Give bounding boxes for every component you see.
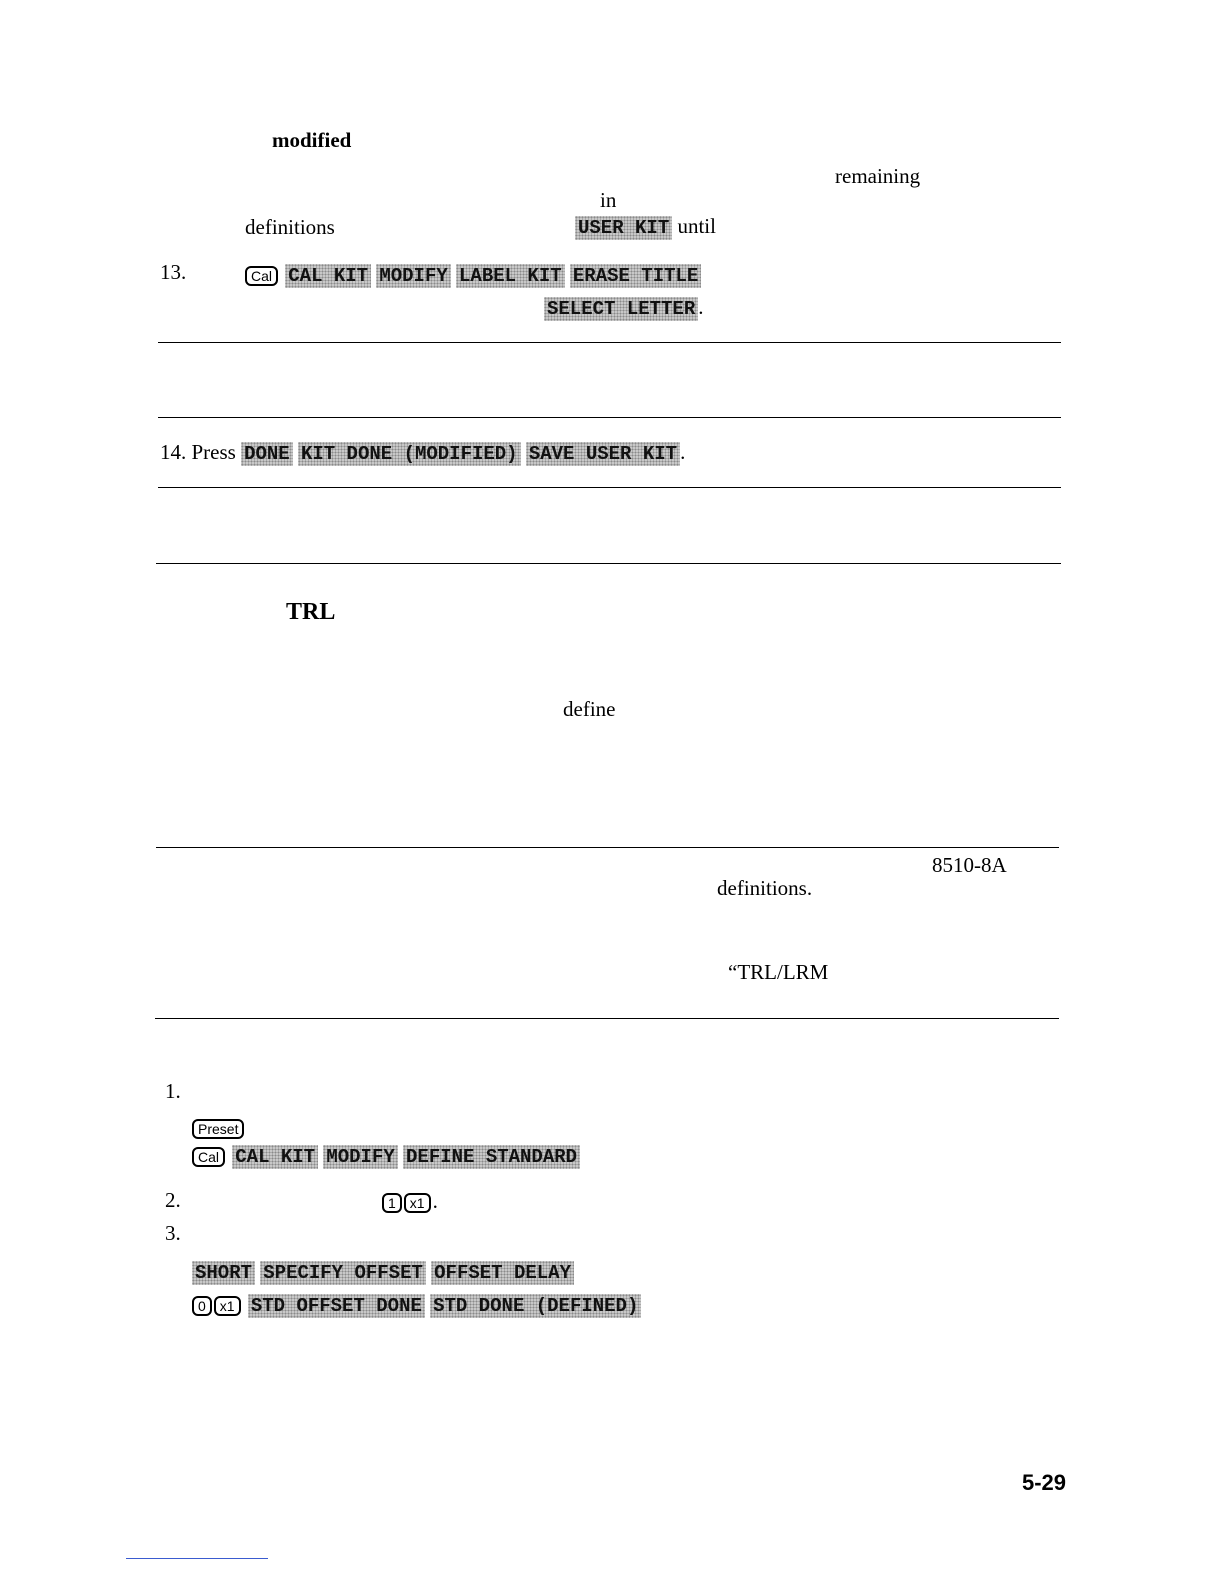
step14-period: . — [680, 440, 686, 464]
softkey-select-letter[interactable]: SELECT LETTER — [544, 297, 698, 321]
word-until: until — [677, 214, 716, 238]
softkey-std-offset-done[interactable]: STD OFFSET DONE — [248, 1294, 425, 1318]
heading-trl: TRL — [286, 599, 336, 625]
softkey-cal-kit-2[interactable]: CAL KIT — [232, 1145, 318, 1169]
note-trl-lrm: “TRL/LRM — [728, 960, 829, 984]
user-kit-line — [575, 214, 716, 240]
rule-6 — [155, 1018, 1059, 1019]
softkey-std-done-defined[interactable]: STD DONE (DEFINED) — [430, 1294, 641, 1318]
softkey-label-kit[interactable]: LABEL KIT — [456, 264, 565, 288]
word-define: define — [563, 697, 616, 721]
rule-5 — [156, 847, 1059, 848]
softkey-done[interactable]: DONE — [241, 442, 293, 466]
rule-3 — [158, 487, 1061, 488]
rule-1 — [158, 342, 1061, 343]
step2-period: . — [432, 1189, 438, 1213]
word-in: in — [600, 188, 617, 212]
step13-number: 13. — [160, 260, 187, 284]
list-step3-number: 3. — [165, 1221, 181, 1245]
note-model: 8510-8A — [932, 853, 1007, 877]
softkey-user-kit[interactable]: USER KIT — [575, 216, 672, 240]
list-step3-keys — [192, 1259, 574, 1285]
softkey-kit-done-modified[interactable]: KIT DONE (MODIFIED) — [298, 442, 521, 466]
softkey-cal-kit[interactable]: CAL KIT — [285, 264, 371, 288]
step13-keys — [245, 262, 701, 288]
word-definitions: definitions — [245, 215, 335, 239]
key-1[interactable]: 1 — [382, 1193, 402, 1213]
footer-line — [126, 1558, 268, 1559]
softkey-erase-title[interactable]: ERASE TITLE — [570, 264, 701, 288]
step13-line2 — [544, 295, 703, 321]
softkey-modify[interactable]: MODIFY — [376, 264, 450, 288]
rule-2 — [158, 417, 1061, 418]
cal-key-2[interactable]: Cal — [192, 1147, 225, 1167]
step14-label: 14. Press — [160, 440, 236, 464]
key-0[interactable]: 0 — [192, 1296, 212, 1316]
list-step2-number: 2. — [165, 1188, 181, 1212]
cal-key[interactable]: Cal — [245, 266, 278, 286]
list-step1-keys — [192, 1143, 580, 1169]
softkey-save-user-kit[interactable]: SAVE USER KIT — [526, 442, 680, 466]
step13-period: . — [698, 295, 704, 319]
key-x1[interactable]: x1 — [404, 1193, 431, 1213]
softkey-modify-2[interactable]: MODIFY — [323, 1145, 397, 1169]
list-step1-preset — [192, 1115, 246, 1139]
page-number: 5-29 — [1022, 1470, 1067, 1495]
softkey-short[interactable]: SHORT — [192, 1261, 255, 1285]
list-step3-keys-2 — [192, 1292, 641, 1318]
list-step2-keys — [382, 1189, 438, 1213]
word-modified: modified — [272, 128, 352, 152]
softkey-offset-delay[interactable]: OFFSET DELAY — [431, 1261, 574, 1285]
key-x1-2[interactable]: x1 — [214, 1296, 241, 1316]
softkey-specify-offset[interactable]: SPECIFY OFFSET — [260, 1261, 426, 1285]
preset-key[interactable]: Preset — [192, 1119, 244, 1139]
list-step1-number: 1. — [165, 1079, 181, 1103]
word-remaining: remaining — [835, 164, 921, 188]
note-definitions: definitions. — [717, 876, 813, 900]
rule-4 — [156, 563, 1061, 564]
step14-line — [160, 440, 685, 466]
softkey-define-standard[interactable]: DEFINE STANDARD — [403, 1145, 580, 1169]
